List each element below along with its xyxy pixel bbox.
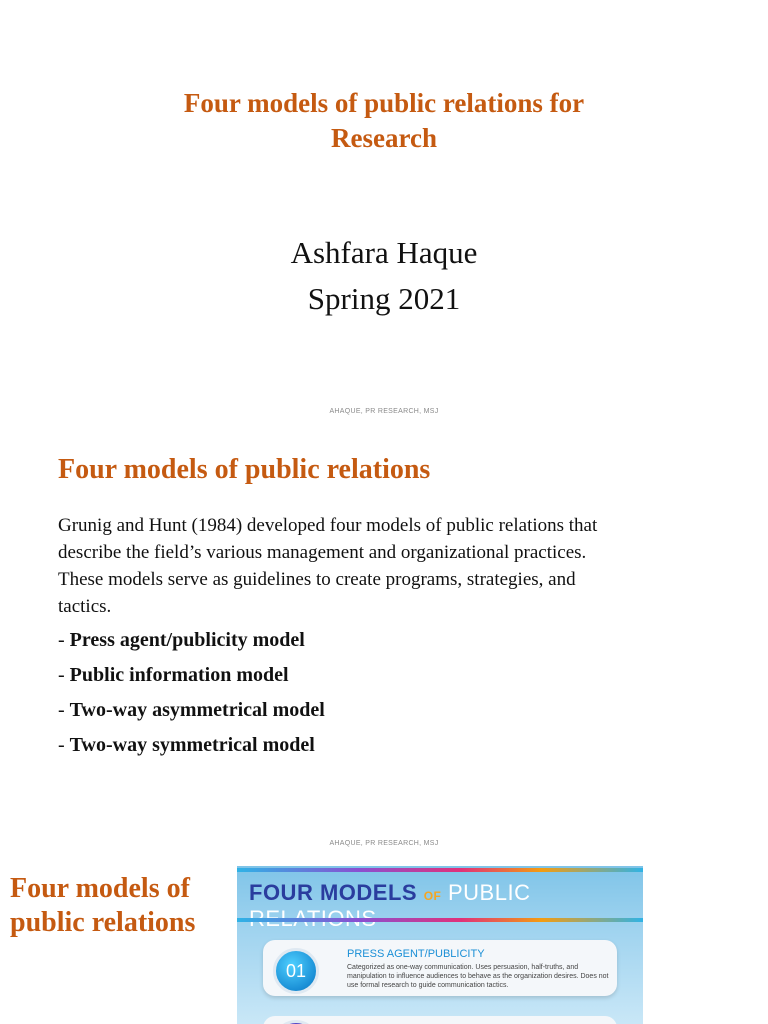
- slide-footer: AHAQUE, PR RESEARCH, MSJ: [329, 408, 439, 415]
- list-item: - Public information model: [58, 664, 289, 686]
- infographic-heading: FOUR MODELS OF PUBLIC: [249, 880, 531, 905]
- model-number-badge: 01: [273, 948, 319, 994]
- slide-footer: AHAQUE, PR RESEARCH, MSJ: [329, 840, 439, 847]
- list-item: - Two-way symmetrical model: [58, 734, 315, 756]
- color-stripe: [237, 868, 643, 872]
- color-stripe: [237, 918, 643, 922]
- author-name: Ashfara Haque: [290, 235, 478, 270]
- infographic-image: [237, 866, 643, 1024]
- model-card-press-agent: [263, 940, 617, 996]
- model-list: [58, 626, 325, 766]
- slide-heading: Four models of public relations: [10, 873, 196, 938]
- model-number-badge: [273, 1020, 319, 1024]
- slide-body-text: Grunig and Hunt (1984) developed four models of public relations that describe the field’s various management and organizational practices. These models serve as guidelines to create programs, strategies, and tactics.: [58, 515, 598, 617]
- presentation-title: Four models of public relations for Research: [183, 88, 585, 153]
- term: Spring 2021: [307, 281, 461, 316]
- list-item: - Press agent/publicity model: [58, 629, 305, 651]
- slide-heading: Four models of public relations: [58, 454, 431, 485]
- model-card-heading: PRESS AGENT/PUBLICITY: [347, 948, 485, 960]
- model-card-partial: [263, 1016, 617, 1024]
- list-item: - Two-way asymmetrical model: [58, 699, 325, 721]
- author-block: [0, 230, 768, 322]
- model-card-text: Categorized as one-way communication. Uses persuasion, half-truths, and manipulation to influence audiences to behave as the organization desires. Does not use formal research to guide communication tactics.: [347, 964, 609, 989]
